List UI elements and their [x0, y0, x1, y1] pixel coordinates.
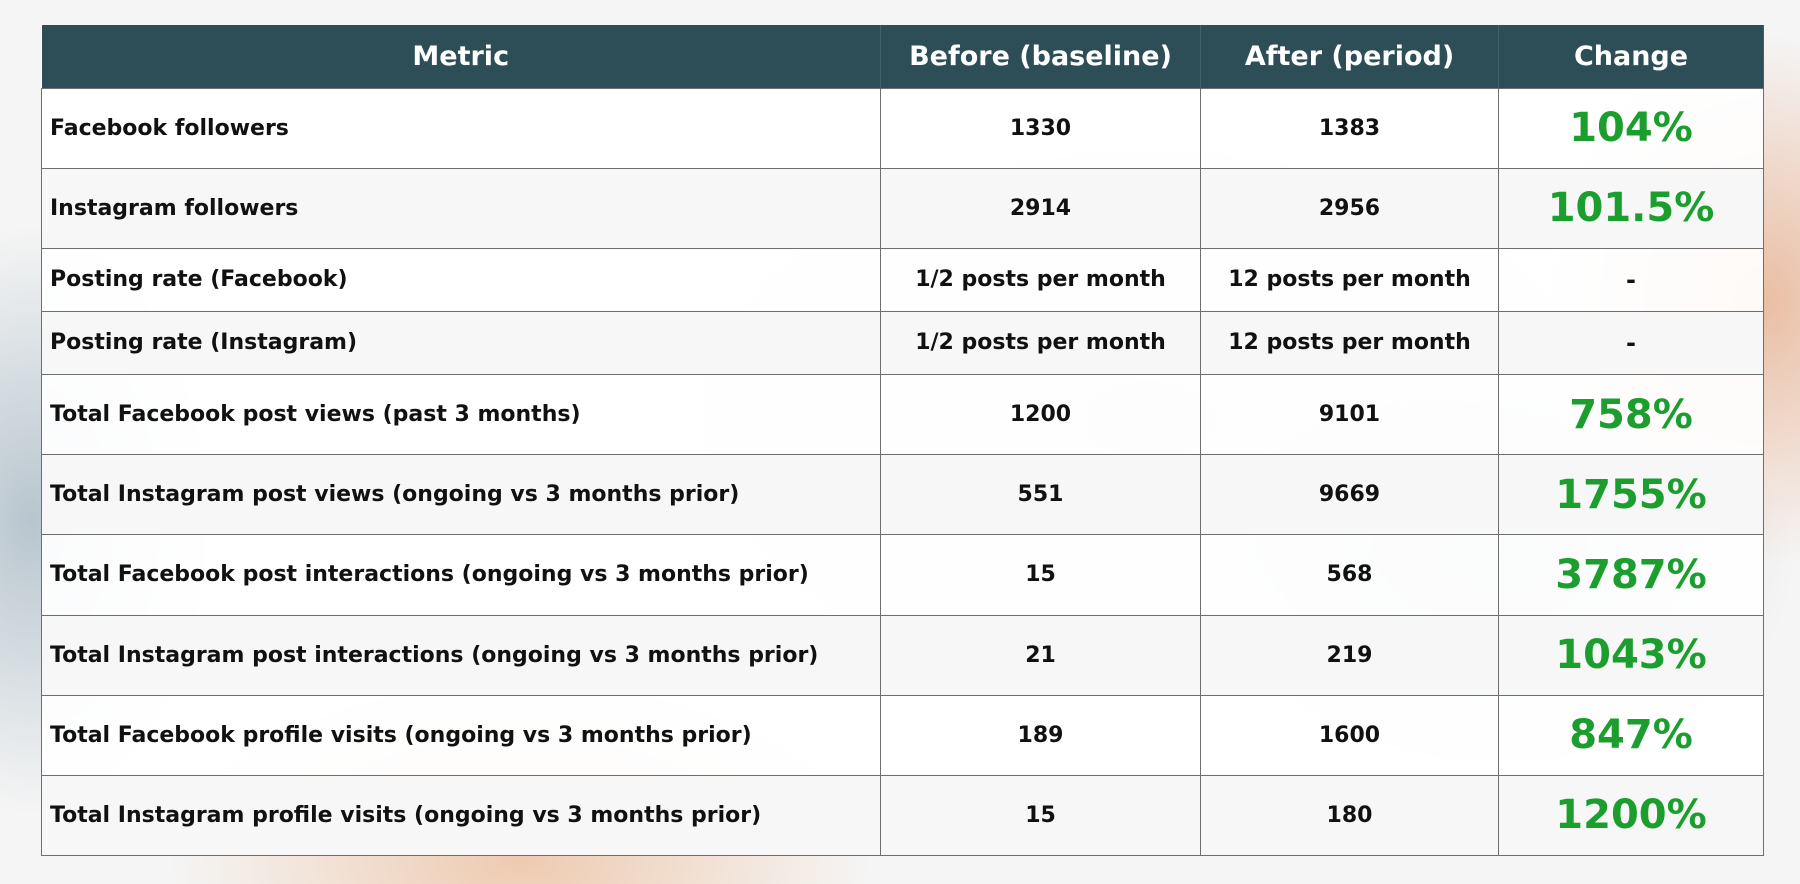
before-cell: 1330	[881, 88, 1201, 168]
before-cell: 15	[881, 775, 1201, 855]
after-cell: 9101	[1201, 375, 1499, 455]
metric-cell: Posting rate (Instagram)	[42, 311, 881, 374]
header-change: Change	[1499, 25, 1764, 88]
before-cell: 21	[881, 615, 1201, 695]
metrics-table	[41, 25, 1764, 856]
header-after: After (period)	[1201, 25, 1499, 88]
change-cell: 847%	[1499, 695, 1764, 775]
metric-cell: Total Facebook post views (past 3 months)	[42, 375, 881, 455]
metric-cell: Total Instagram profile visits (ongoing vs 3 months prior)	[42, 775, 881, 855]
before-cell: 1200	[881, 375, 1201, 455]
table-row	[42, 375, 1764, 455]
table-row	[42, 455, 1764, 535]
after-cell: 219	[1201, 615, 1499, 695]
change-cell: -	[1499, 311, 1764, 374]
before-cell: 2914	[881, 168, 1201, 248]
before-cell: 551	[881, 455, 1201, 535]
table-body	[42, 88, 1764, 856]
after-cell: 180	[1201, 775, 1499, 855]
table-row	[42, 311, 1764, 374]
metric-cell: Facebook followers	[42, 88, 881, 168]
change-cell: 104%	[1499, 88, 1764, 168]
table-row	[42, 695, 1764, 775]
table-header	[42, 25, 1764, 88]
after-cell: 12 posts per month	[1201, 248, 1499, 311]
after-cell: 2956	[1201, 168, 1499, 248]
change-cell: 1755%	[1499, 455, 1764, 535]
before-cell: 189	[881, 695, 1201, 775]
change-cell: -	[1499, 248, 1764, 311]
table-row	[42, 168, 1764, 248]
table-row	[42, 248, 1764, 311]
header-metric: Metric	[42, 25, 881, 88]
table-row	[42, 615, 1764, 695]
change-cell: 101.5%	[1499, 168, 1764, 248]
change-cell: 758%	[1499, 375, 1764, 455]
metric-cell: Total Facebook profile visits (ongoing vs 3 months prior)	[42, 695, 881, 775]
header-row	[42, 25, 1764, 88]
after-cell: 9669	[1201, 455, 1499, 535]
change-cell: 1043%	[1499, 615, 1764, 695]
metric-cell: Total Instagram post interactions (ongoing vs 3 months prior)	[42, 615, 881, 695]
metric-cell: Instagram followers	[42, 168, 881, 248]
after-cell: 12 posts per month	[1201, 311, 1499, 374]
change-cell: 3787%	[1499, 535, 1764, 615]
after-cell: 568	[1201, 535, 1499, 615]
table-row	[42, 88, 1764, 168]
before-cell: 15	[881, 535, 1201, 615]
metric-cell: Total Instagram post views (ongoing vs 3 months prior)	[42, 455, 881, 535]
metrics-table-container	[41, 25, 1763, 856]
header-before: Before (baseline)	[881, 25, 1201, 88]
table-row	[42, 535, 1764, 615]
table-row	[42, 775, 1764, 855]
after-cell: 1383	[1201, 88, 1499, 168]
metric-cell: Total Facebook post interactions (ongoing vs 3 months prior)	[42, 535, 881, 615]
before-cell: 1/2 posts per month	[881, 311, 1201, 374]
metric-cell: Posting rate (Facebook)	[42, 248, 881, 311]
before-cell: 1/2 posts per month	[881, 248, 1201, 311]
change-cell: 1200%	[1499, 775, 1764, 855]
after-cell: 1600	[1201, 695, 1499, 775]
